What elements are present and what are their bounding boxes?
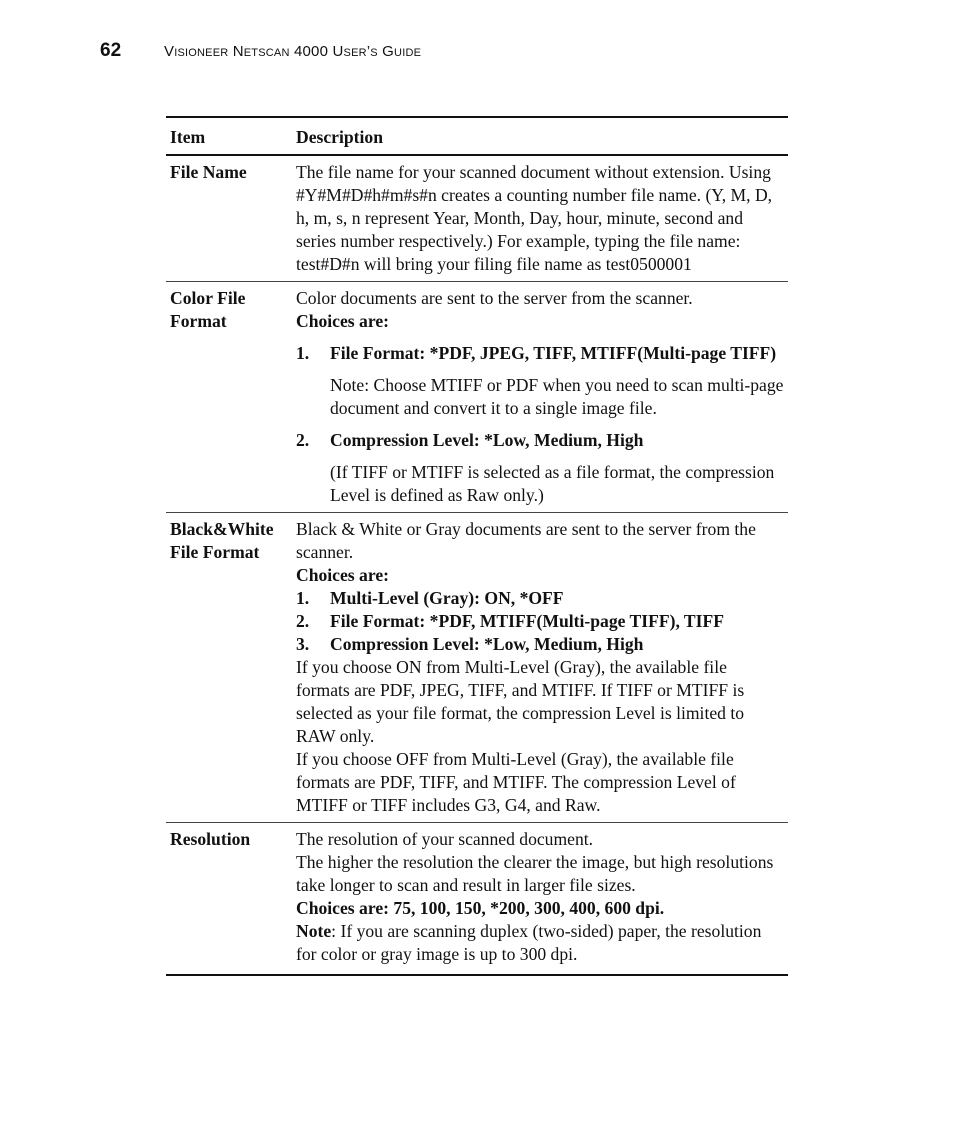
file-name-description: The file name for your scanned document without extension. Using #Y#M#D#h#m#s#n creates a counting number file name. (Y, M, D, h, m, s, n represent Year, Month, Day, hour, minute, second and series number respectively.) For example, typing the file name: test#D#n will bring your filing file name as test0500001	[296, 162, 773, 274]
settings-table	[166, 116, 788, 976]
note-text: : If you are scanning duplex (two-sided) paper, the resolution for color or gray image is up to 300 dpi.	[296, 921, 762, 964]
table-row-resolution	[166, 823, 788, 976]
color-format-intro: Color documents are sent to the server from the scanner.	[296, 288, 693, 308]
bw-format-option-1	[296, 587, 784, 610]
option-text: File Format: *PDF, MTIFF(Multi-page TIFF), TIFF	[330, 611, 725, 631]
color-format-option-2	[296, 429, 784, 452]
option-text: Multi-Level (Gray): ON, *OFF	[330, 588, 564, 608]
resolution-line-1: The resolution of your scanned document.	[296, 829, 594, 849]
item-color-file-format: Color File Format	[170, 288, 246, 331]
resolution-note	[296, 920, 784, 966]
color-format-option-1-note: Note: Choose MTIFF or PDF when you need to scan multi-page document and convert it to a single image file.	[330, 375, 784, 418]
option-number: 2.	[296, 611, 310, 631]
resolution-choices: Choices are: 75, 100, 150, *200, 300, 400, 600 dpi.	[296, 898, 665, 918]
guide-title: Visioneer Netscan 4000 User’s Guide	[164, 43, 422, 60]
table-row-bw-file-format	[166, 513, 788, 823]
table-row-file-name	[166, 155, 788, 282]
bw-format-choices-label: Choices are:	[296, 565, 389, 585]
option-text: Compression Level: *Low, Medium, High	[330, 634, 644, 654]
resolution-line-2: The higher the resolution the clearer the image, but high resolutions take longer to scan and result in larger file sizes.	[296, 852, 774, 895]
option-text: File Format: *PDF, JPEG, TIFF, MTIFF(Multi-page TIFF)	[330, 343, 777, 363]
note-label: Note	[296, 921, 332, 941]
bw-format-intro: Black & White or Gray documents are sent to the server from the scanner.	[296, 519, 756, 562]
option-number: 1.	[296, 588, 310, 608]
color-format-option-1	[296, 342, 784, 365]
option-number: 1.	[296, 343, 310, 363]
bw-format-option-3	[296, 633, 784, 656]
color-format-choices-label: Choices are:	[296, 311, 389, 331]
column-header-description: Description	[296, 117, 788, 155]
bw-format-paragraph-on: If you choose ON from Multi-Level (Gray), the available file formats are PDF, JPEG, TIFF, and MTIFF. If TIFF or MTIFF is selected as your file format, the compression Level is limited to RAW only.	[296, 657, 745, 746]
option-number: 2.	[296, 430, 310, 450]
option-number: 3.	[296, 634, 310, 654]
item-resolution: Resolution	[170, 829, 251, 849]
column-header-item: Item	[166, 117, 296, 155]
table-header-row	[166, 117, 788, 155]
bw-format-option-2	[296, 610, 784, 633]
table-row-color-file-format	[166, 282, 788, 513]
color-format-option-2-note: (If TIFF or MTIFF is selected as a file format, the compression Level is defined as Raw only.)	[330, 462, 775, 505]
item-bw-file-format: Black&White File Format	[170, 519, 274, 562]
bw-format-paragraph-off: If you choose OFF from Multi-Level (Gray), the available file formats are PDF, TIFF, and MTIFF. The compression Level of MTIFF or TIFF includes G3, G4, and Raw.	[296, 749, 736, 815]
option-text: Compression Level: *Low, Medium, High	[330, 430, 644, 450]
item-file-name: File Name	[170, 162, 247, 182]
page-number: 62	[100, 40, 122, 61]
